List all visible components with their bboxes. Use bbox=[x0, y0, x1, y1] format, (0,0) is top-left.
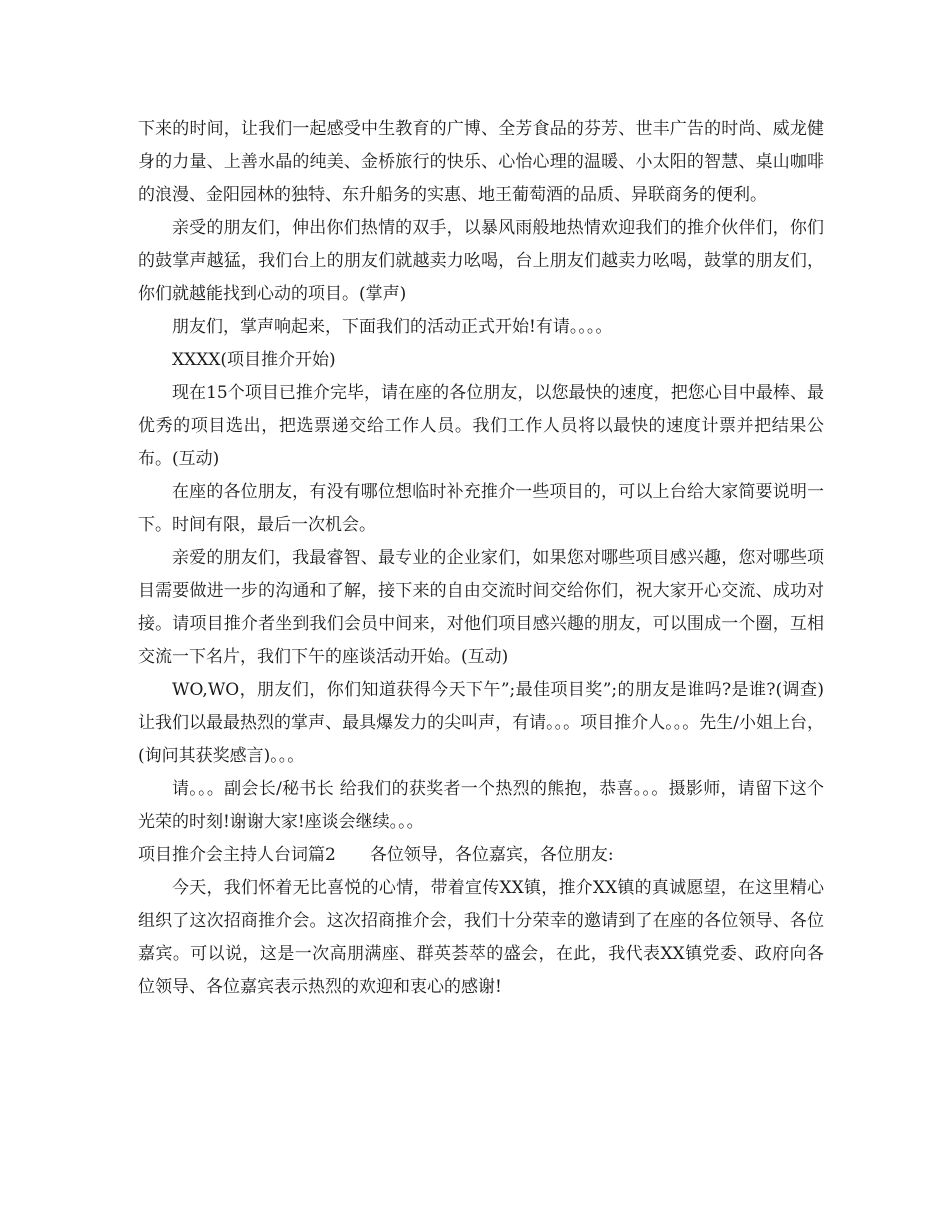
paragraph-5: 现在15个项目已推介完毕，请在座的各位朋友，以您最快的速度，把您心目中最棒、最优秀的项目选出，把选票递交给工作人员。我们工作人员将以最快的速度计票并把结果公布。(互动) bbox=[138, 383, 824, 469]
paragraph-9: 请。。。副会长/秘书长 给我们的获奖者一个热烈的熊抱，恭喜。。。摄影师，请留下这个光荣的时刻!谢谢大家!座谈会继续。。。 bbox=[138, 779, 824, 832]
paragraph-8: WO,WO，朋友们，你们知道获得今天下午”;最佳项目奖”;的朋友是谁吗?是谁?(调查) 让我们以最最热烈的掌声、最具爆发力的尖叫声，有请。。。项目推介人。。。先生/小姐上台，(询问其获奖感言)。。。 bbox=[138, 680, 824, 766]
paragraph-2: 亲受的朋友们，伸出你们热情的双手，以暴风雨般地热情欢迎我们的推介伙伴们，你们的鼓掌声越猛，我们台上的朋友们就越卖力吆喝，台上朋友们越卖力吆喝，鼓掌的朋友们，你们就越能找到心动的项目。(掌声) bbox=[138, 218, 824, 304]
section-heading-paragraph: 项目推介会主持人台词篇2 各位领导，各位嘉宾，各位朋友: bbox=[138, 845, 614, 865]
paragraph-11: 今天，我们怀着无比喜悦的心情，带着宣传XX镇，推介XX镇的真诚愿望，在这里精心组织了这次招商推介会。这次招商推介会，我们十分荣幸的邀请到了在座的各位领导、各位嘉宾。可以说，这是一次高朋满座、群英荟萃的盛会，在此，我代表XX镇党委、政府向各位领导、各位嘉宾表示热烈的欢迎和衷心的感谢! bbox=[138, 878, 824, 997]
paragraph-7: 亲爱的朋友们，我最睿智、最专业的企业家们，如果您对哪些项目感兴趣，您对哪些项目需要做进一步的沟通和了解，接下来的自由交流时间交给你们，祝大家开心交流、成功对接。请项目推介者坐到我们会员中间来，对他们项目感兴趣的朋友，可以围成一个圈，互相交流一下名片，我们下午的座谈活动开始。(互动) bbox=[138, 548, 824, 667]
paragraph-6: 在座的各位朋友，有没有哪位想临时补充推介一些项目的，可以上台给大家简要说明一下。时间有限，最后一次机会。 bbox=[138, 482, 824, 535]
paragraph-3: 朋友们，掌声响起来，下面我们的活动正式开始!有请。。。。 bbox=[172, 317, 613, 337]
document-body bbox=[138, 113, 824, 1004]
paragraph-1: 下来的时间，让我们一起感受中生教育的广博、全芳食品的芬芳、世丰广告的时尚、威龙健身的力量、上善水晶的纯美、金桥旅行的快乐、心怡心理的温暖、小太阳的智慧、桌山咖啡的浪漫、金阳园林的独特、东升船务的实惠、地王葡萄酒的品质、异联商务的便利。 bbox=[138, 119, 824, 205]
paragraph-4: XXXX(项目推介开始) bbox=[172, 350, 336, 370]
